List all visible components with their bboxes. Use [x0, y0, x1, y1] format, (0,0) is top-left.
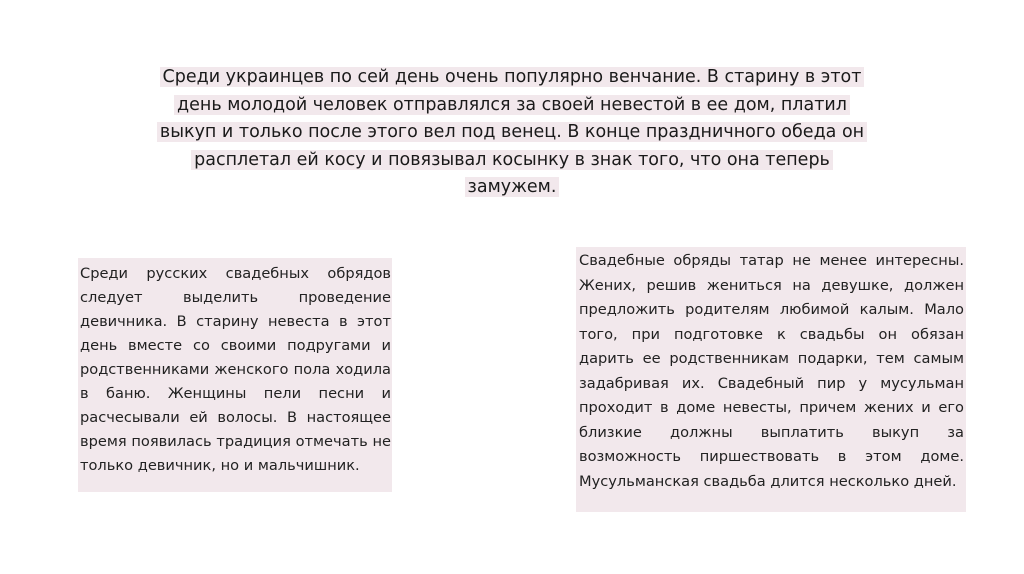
russian-wedding-text-block [78, 258, 392, 492]
tatar-wedding-text-block [576, 247, 966, 512]
russian-wedding-text: Среди русских свадебных обрядов следует выделить проведение девичника. В старину невеста в этот день вместе со своими подругами и родственниками женского пола ходила в баню. Женщины пели песни и расчесывали ей волосы. В настоящее время появилась традиция отмечать не только девичник, но и мальчишник. [80, 265, 391, 474]
ukrainian-wedding-text: Среди украинцев по сей день очень популярно венчание. В старину в этот день молодой человек отправлялся за своей невестой в ее дом, платил выкуп и только после этого вел под венец. В конце праздничного обеда он расплетал ей косу и повязывал косынку в знак того, что она теперь замужем. [157, 67, 867, 197]
tatar-wedding-text: Свадебные обряды татар не менее интересны. Жених, решив жениться на девушке, должен предложить родителям любимой калым. Мало того, при подготовке к свадьбы он обязан дарить ее родственникам подарки, тем самым задабривая их. Свадебный пир у мусульман проходит в доме невесты, причем жених и его близкие должны выплатить выкуп за возможность пиршествовать в этом доме. Мусульманская свадьба длится несколько дней. [579, 252, 964, 490]
ukrainian-wedding-text-block [150, 64, 874, 202]
